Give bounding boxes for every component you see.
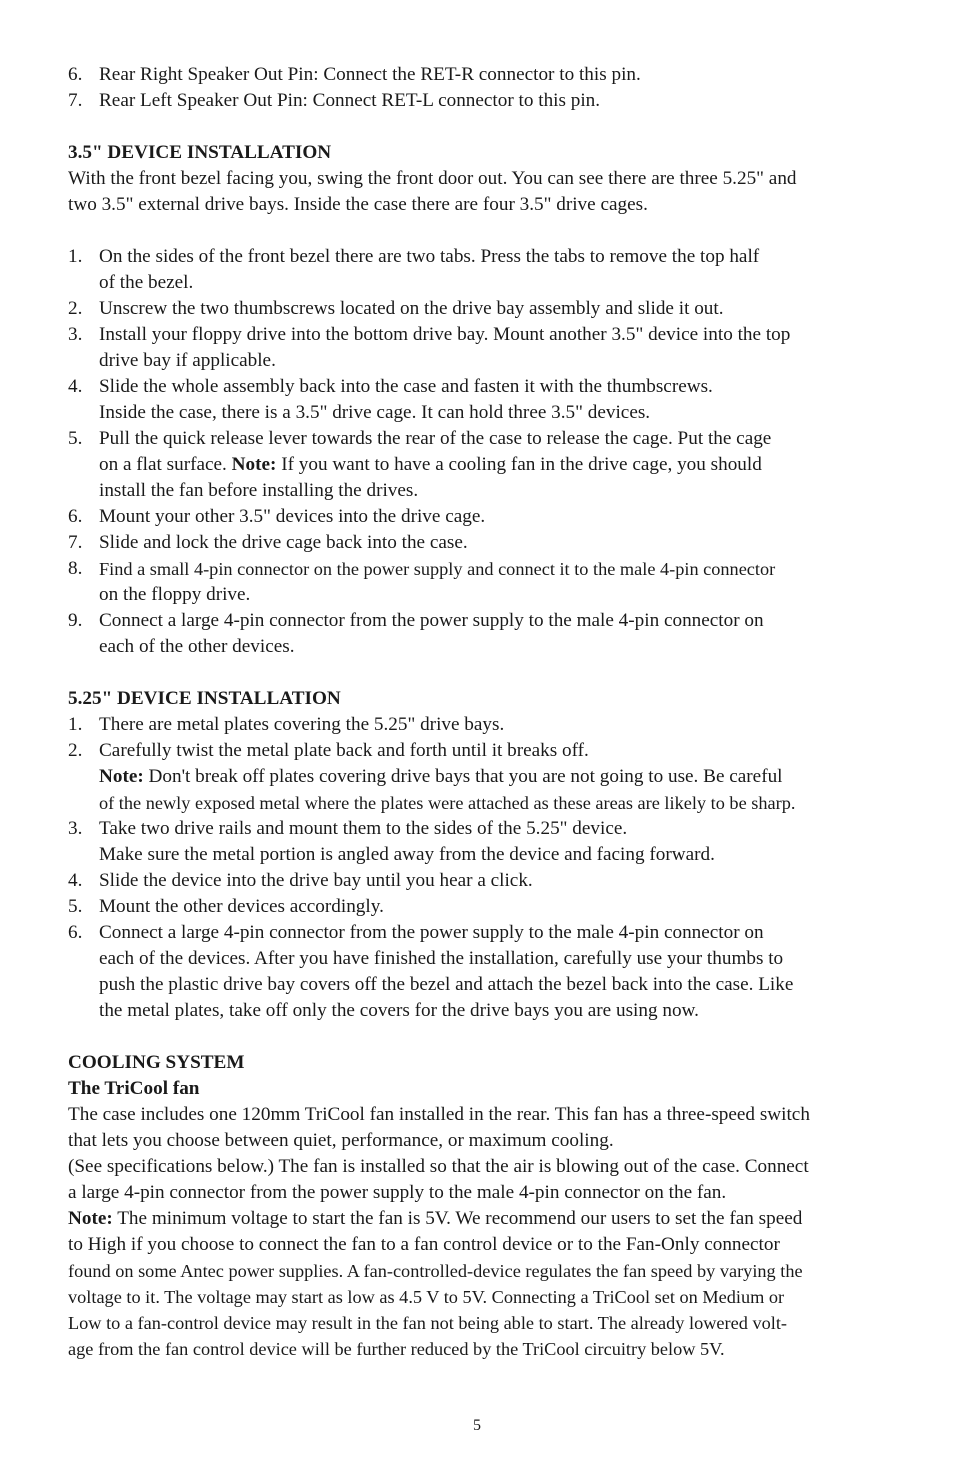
list-item — [68, 868, 888, 894]
subheading-tricool-fan: The TriCool fan — [68, 1078, 200, 1099]
item-text: Take two drive rails and mount them to the sides of the 5.25" device. — [99, 818, 628, 839]
list-item — [68, 374, 888, 426]
item-text: Slide the whole assembly back into the case and fasten it with the thumbscrews. — [99, 376, 713, 397]
list-item — [68, 920, 888, 1024]
item-text: of the newly exposed metal where the plates were attached as these areas are likely to be sharp. — [99, 793, 796, 813]
item-text: Unscrew the two thumbscrews located on the drive bay assembly and slide it out. — [99, 298, 724, 319]
list-item — [68, 322, 888, 374]
item-text: Make sure the metal portion is angled away from the device and facing forward. — [99, 844, 715, 865]
item-number: 5. — [68, 896, 83, 917]
section-heading-525-device: 5.25" DEVICE INSTALLATION — [68, 688, 341, 709]
item-number: 8. — [68, 558, 83, 579]
paragraph-line: age from the fan control device will be further reduced by the TriCool circuitry below 5V. — [68, 1339, 725, 1359]
list-item — [68, 426, 888, 504]
list-item — [68, 816, 888, 868]
intro-line: With the front bezel facing you, swing the front door out. You can see there are three 5.25" and — [68, 168, 797, 189]
item-number: 3. — [68, 324, 83, 345]
item-text: Rear Right Speaker Out Pin: Connect the RET-R connector to this pin. — [99, 64, 641, 85]
item-text: Pull the quick release lever towards the rear of the case to release the cage. Put the cage — [99, 428, 772, 449]
item-number: 6. — [68, 64, 83, 85]
item-number: 2. — [68, 298, 83, 319]
item-text: Slide and lock the drive cage back into the case. — [99, 532, 468, 553]
note-label: Note: — [231, 454, 277, 475]
steps-35-list — [68, 244, 888, 660]
top-list — [68, 62, 888, 114]
document-page — [68, 62, 888, 1362]
item-text-with-note — [99, 452, 888, 478]
paragraph-line: voltage to it. The voltage may start as low as 4.5 V to 5V. Connecting a TriCool set on Medium or — [68, 1287, 785, 1307]
item-text: Install your floppy drive into the bottom drive bay. Mount another 3.5" device into the top — [99, 324, 791, 345]
list-item — [68, 504, 888, 530]
item-text: Find a small 4-pin connector on the power supply and connect it to the male 4-pin connector — [99, 559, 776, 579]
item-number: 1. — [68, 714, 83, 735]
list-item — [68, 712, 888, 738]
list-item — [68, 556, 888, 608]
paragraph-text: The minimum voltage to start the fan is 5V. We recommend our users to set the fan speed — [112, 1208, 803, 1229]
item-text: If you want to have a cooling fan in the drive cage, you should — [276, 454, 762, 475]
paragraph-line: (See specifications below.) The fan is installed so that the air is blowing out of the case. Connect — [68, 1156, 809, 1177]
item-text: drive bay if applicable. — [99, 350, 276, 371]
paragraph-line: that lets you choose between quiet, performance, or maximum cooling. — [68, 1130, 614, 1151]
item-number: 9. — [68, 610, 83, 631]
paragraph-line: found on some Antec power supplies. A fan-controlled-device regulates the fan speed by varying the — [68, 1261, 803, 1281]
item-text: Don't break off plates covering drive bays that you are not going to use. Be careful — [143, 766, 783, 787]
paragraph-line: a large 4-pin connector from the power supply to the male 4-pin connector on the fan. — [68, 1182, 727, 1203]
item-text: Connect a large 4-pin connector from the power supply to the male 4-pin connector on — [99, 610, 764, 631]
item-number: 1. — [68, 246, 83, 267]
item-text: Carefully twist the metal plate back and forth until it breaks off. — [99, 740, 589, 761]
item-text: Mount your other 3.5" devices into the drive cage. — [99, 506, 486, 527]
item-number: 3. — [68, 818, 83, 839]
item-text: Connect a large 4-pin connector from the power supply to the male 4-pin connector on — [99, 922, 764, 943]
item-number: 7. — [68, 532, 83, 553]
steps-525-list — [68, 712, 888, 1024]
item-number: 4. — [68, 870, 83, 891]
item-text: on the floppy drive. — [99, 584, 251, 605]
list-item — [68, 244, 888, 296]
paragraph-line: The case includes one 120mm TriCool fan installed in the rear. This fan has a three-speed switch — [68, 1104, 810, 1125]
page-number: 5 — [473, 1417, 481, 1434]
list-item — [68, 88, 888, 114]
list-item — [68, 608, 888, 660]
item-number: 7. — [68, 90, 83, 111]
item-number: 6. — [68, 922, 83, 943]
item-text: Inside the case, there is a 3.5" drive cage. It can hold three 3.5" devices. — [99, 402, 651, 423]
list-item — [68, 894, 888, 920]
item-text: each of the other devices. — [99, 636, 295, 657]
item-text: Mount the other devices accordingly. — [99, 896, 384, 917]
section-heading-cooling: COOLING SYSTEM — [68, 1052, 245, 1073]
item-text: of the bezel. — [99, 272, 194, 293]
list-item — [68, 296, 888, 322]
list-item — [68, 738, 888, 816]
paragraph-line: Low to a fan-control device may result in the fan not being able to start. The already lowered volt- — [68, 1313, 787, 1333]
item-text-with-note — [99, 764, 888, 790]
note-paragraph-line — [68, 1206, 888, 1232]
item-number: 5. — [68, 428, 83, 449]
section-heading-35-device: 3.5" DEVICE INSTALLATION — [68, 142, 332, 163]
item-text: the metal plates, take off only the covers for the drive bays you are using now. — [99, 1000, 699, 1021]
note-label: Note: — [68, 1208, 113, 1229]
item-text: On the sides of the front bezel there are two tabs. Press the tabs to remove the top half — [99, 246, 760, 267]
list-item — [68, 530, 888, 556]
item-text: push the plastic drive bay covers off the bezel and attach the bezel back into the case. Like — [99, 974, 794, 995]
item-text: Slide the device into the drive bay until you hear a click. — [99, 870, 533, 891]
item-text: each of the devices. After you have finished the installation, carefully use your thumbs to — [99, 948, 784, 969]
item-text: There are metal plates covering the 5.25" drive bays. — [99, 714, 505, 735]
item-number: 2. — [68, 740, 83, 761]
list-item — [68, 62, 888, 88]
note-label: Note: — [99, 766, 144, 787]
paragraph-line: to High if you choose to connect the fan to a fan control device or to the Fan-Only connector — [68, 1234, 780, 1255]
item-number: 4. — [68, 376, 83, 397]
intro-line: two 3.5" external drive bays. Inside the case there are four 3.5" drive cages. — [68, 194, 648, 215]
item-number: 6. — [68, 506, 83, 527]
item-text: install the fan before installing the drives. — [99, 480, 419, 501]
item-text: Rear Left Speaker Out Pin: Connect RET-L connector to this pin. — [99, 90, 601, 111]
item-text: on a flat surface. — [99, 454, 232, 475]
